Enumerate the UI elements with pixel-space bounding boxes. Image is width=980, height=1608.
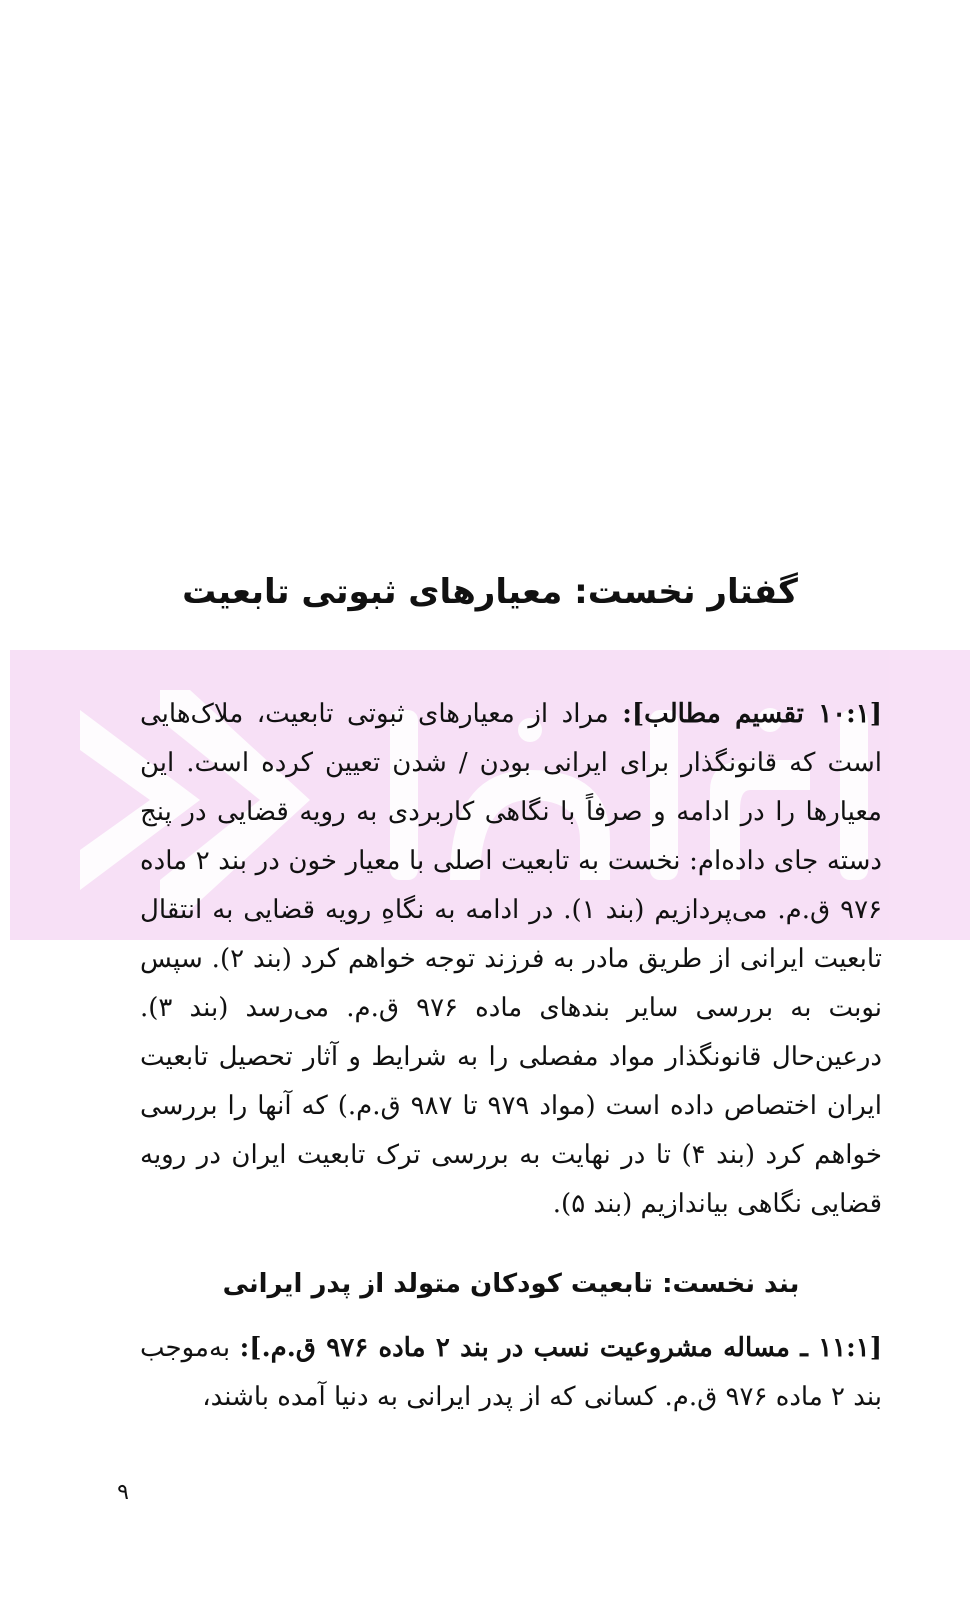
paragraph-lead: [۱۱:۱ ـ مساله مشروعیت نسب در بند ۲ ماده ۹۷۶ ق.م.]: [239, 1333, 883, 1363]
page-number: ۹ [117, 1480, 129, 1505]
paragraph-text: مراد از معیارهای ثبوتی تابعیت، ملاک‌هایی است که قانونگذار برای ایرانی بودن / شدن تعیین کرده است. این معیارها را در ادامه و صرفاً با نگاهی کاربردی به رویه قضایی در پنج دسته جای داده‌ام: نخست به تابعیت اصلی با معیار خون در بند ۲ ماده ۹۷۶ ق.م. می‌پردازیم (بند ۱). در ادامه به نگاهِ رویه قضایی به انتقال تابعیت ایرانی از طریق مادر به فرزند توجه خواهم کرد (بند ۲). سپس نوبت به بررسی سایر بندهای ماده ۹۷۶ ق.م. می‌رسد (بند ۳). درعین‌حال قانونگذار مواد مفصلی را به شرایط و آثار تحصیل تابعیت ایران اختصاص داده است (مواد ۹۷۹ تا ۹۸۷ ق.م.) که آنها را بررسی خواهم کرد (بند ۴) تا در نهایت به بررسی ترک تابعیت ایران در رویه قضایی نگاهی بیاندازیم (بند ۵). [140, 699, 883, 1219]
chapter-title: گفتار نخست: معیارهای ثبوتی تابعیت [182, 572, 798, 612]
paragraph-legitimacy-of-lineage [140, 1324, 882, 1422]
paragraph-division-of-topics [140, 690, 882, 1229]
paragraph-text: به‌موجب بند ۲ ماده ۹۷۶ ق.م. کسانی که از پدر ایرانی به دنیا آمده باشند، [140, 1333, 882, 1412]
section-heading: بند نخست: تابعیت کودکان متولد از پدر ایرانی [222, 1269, 800, 1299]
paragraph-lead: [۱۰:۱ تقسیم مطالب]: [622, 699, 882, 729]
